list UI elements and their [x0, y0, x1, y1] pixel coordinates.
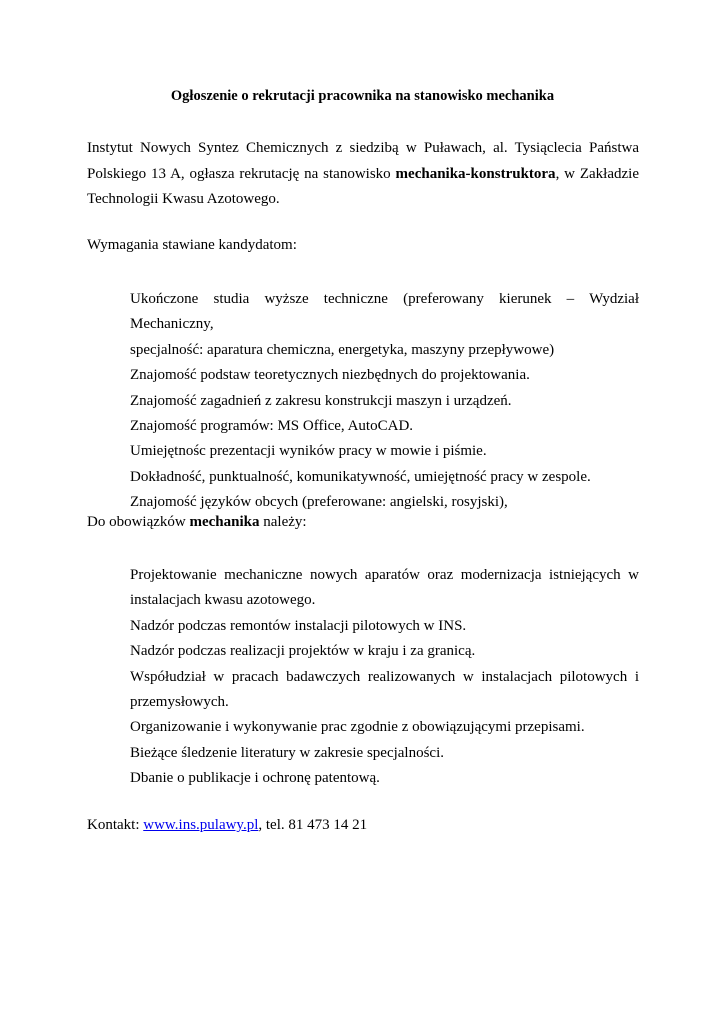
list-item — [130, 639, 639, 664]
contact-line — [87, 815, 639, 835]
list-item-line: Dokładność, punktualność, komunikatywność, umiejętność pracy w zespole. — [130, 468, 591, 485]
intro-text: , w Zakładzie — [555, 165, 639, 182]
duties-heading — [87, 512, 639, 532]
list-item-line: Umiejętnośc prezentacji wyników pracy w mowie i piśmie. — [130, 443, 487, 460]
intro-line-3: Technologii Kwasu Azotowego. — [87, 191, 280, 207]
list-item — [130, 614, 639, 639]
list-item-line: Organizowanie i wykonywanie prac zgodnie z obowiązującymi przepisami. — [130, 719, 585, 736]
list-item — [130, 563, 639, 614]
list-item — [130, 287, 639, 363]
position-name: mechanika-konstruktora — [395, 165, 556, 182]
list-item-line: Dbanie o publikacje i ochronę patentową. — [130, 770, 380, 787]
list-item-line: Ukończone studia wyższe techniczne (preferowany kierunek – Wydział Mechaniczny, — [130, 291, 639, 333]
list-item — [130, 715, 639, 740]
list-item-line: Nadzór podczas remontów instalacji pilotowych w INS. — [130, 617, 467, 634]
website-link[interactable]: www.ins.pulawy.pl — [143, 817, 259, 833]
list-item-line: przemysłowych. — [130, 694, 229, 711]
list-item-line: instalacjach kwasu azotowego. — [130, 592, 316, 609]
list-item-line: Projektowanie mechaniczne nowych aparatów oraz modernizacja istniejących w — [130, 567, 639, 583]
list-item-line: specjalność: aparatura chemiczna, energetyka, maszyny przepływowe) — [130, 341, 555, 358]
list-item — [130, 439, 639, 464]
list-item-line: Nadzór podczas realizacji projektów w kraju i za granicą. — [130, 643, 476, 660]
list-item — [130, 741, 639, 766]
contact-label: Kontakt: — [87, 817, 144, 833]
list-item-line: Znajomość języków obcych (preferowane: angielski, rosyjski), — [130, 494, 508, 511]
intro-text: Polskiego 13 A, ogłasza rekrutację na stanowisko — [87, 165, 396, 182]
intro-paragraph — [87, 136, 639, 213]
requirements-list — [130, 287, 639, 516]
phone-text: , tel. 81 473 14 21 — [258, 817, 368, 833]
list-item — [130, 766, 639, 791]
list-item — [130, 665, 639, 716]
duties-heading-text: Do obowiązków — [87, 514, 190, 530]
list-item-line: Znajomość zagadnień z zakresu konstrukcji maszyn i urządzeń. — [130, 392, 512, 409]
list-item-line: Znajomość programów: MS Office, AutoCAD. — [130, 418, 414, 435]
list-item-line: Bieżące śledzenie literatury w zakresie specjalności. — [130, 744, 445, 761]
list-item-line: Znajomość podstaw teoretycznych niezbędnych do projektowania. — [130, 367, 530, 384]
list-item-line: Współudział w pracach badawczych realizowanych w instalacjach pilotowych i — [130, 668, 639, 685]
page-title: Ogłoszenie o rekrutacji pracownika na stanowisko mechanika — [170, 88, 555, 104]
intro-line-1: Instytut Nowych Syntez Chemicznych z siedzibą w Puławach, al. Tysiąclecia Państwa — [87, 140, 639, 156]
duties-heading-bold: mechanika — [189, 514, 260, 530]
requirements-heading: Wymagania stawiane kandydatom: — [87, 237, 297, 253]
list-item — [130, 465, 639, 490]
intro-line-2 — [87, 162, 639, 188]
list-item — [130, 389, 639, 414]
duties-list — [130, 563, 639, 792]
list-item — [130, 414, 639, 439]
duties-heading-text: należy: — [259, 514, 307, 530]
list-item — [130, 363, 639, 388]
